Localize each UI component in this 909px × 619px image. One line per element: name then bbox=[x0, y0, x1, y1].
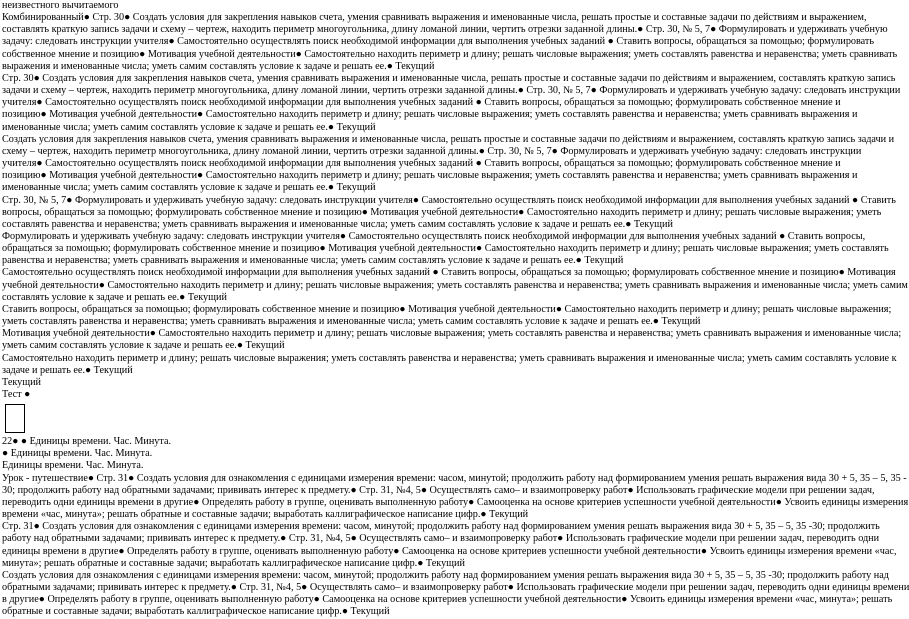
text-line: задачу: следовать инструкции учителя● Самостоятельно осуществлять поиск необходимой информации для выполнения учебных заданий ● Ставить вопросы, обращаться за помощью; формулировать bbox=[2, 36, 875, 48]
text-block-bottom bbox=[2, 436, 909, 618]
text-line: Единицы времени. Час. Минута. bbox=[2, 460, 144, 472]
text-line: Создать условия для ознакомления с единицами измерения времени: часом, минутой; продолжить работу над формированием умения решать выражения вида 30 + 5, 35 – 5, 35 -30; продолжить работу над bbox=[2, 569, 889, 581]
text-line: ● Единицы времени. Час. Минута. bbox=[2, 448, 153, 460]
text-line: Самостоятельно находить периметр и длину; решать числовые выражения; уметь составлять равенства и неравенства; уметь сравнивать выражения и именованные числа; уметь самим составлять условие к bbox=[2, 352, 897, 364]
text-line: равенства и неравенства; уметь сравнивать выражения и именованные числа; уметь самим составлять условие к задаче и решать ее.● Текущий bbox=[2, 255, 624, 267]
text-line: Создать условия для закрепления навыков счета, умения сравнивать выражения и именованные числа, решать простые и составные задачи по действиям и выражением, составлять краткую запись задачи и bbox=[2, 133, 895, 145]
text-line: задаче и решать ее.● Текущий bbox=[2, 364, 133, 376]
text-line: Стр. 31● Создать условия для ознакомления с единицами измерения времени: часом, минутой; продолжить работу над формированием умения решать выражения вида 30 + 5, 35 – 5, 35 -30; продолжить bbox=[2, 521, 880, 533]
text-line: учителя● Самостоятельно осуществлять поиск необходимой информации для выполнения учебных заданий ● Ставить вопросы, обращаться за помощью; формулировать собственное мнение и bbox=[2, 97, 841, 109]
document-body bbox=[2, 0, 909, 619]
text-line: Тест ● bbox=[2, 389, 31, 400]
text-line: схему – чертеж, находить периметр многоугольника, длину ломаной линии, чертить отрезки заданной длины.● Стр. 30, № 5, 7● Формулировать и удерживать учебную задачу: следовать инструкции bbox=[2, 145, 862, 157]
text-line: составлять условие к задаче и решать ее.● Текущий bbox=[2, 291, 227, 303]
text-line: вопросы, обращаться за помощью; формулировать собственное мнение и позицию● Мотивация учебной деятельности● Самостоятельно находить периметр и длину; решать числовые выражения; уметь bbox=[2, 206, 882, 218]
text-line: обратные и составные задачи; выработать каллиграфическое написание цифр.● Текущий bbox=[2, 606, 390, 618]
text-line: Комбинированный● Стр. 30● Создать условия для закрепления навыков счета, умения сравнивать выражения и именованные числа, решать простые и составные задачи по действиям и выражением, bbox=[2, 12, 867, 24]
text-line: времени «час, минута»; решать обратные и составные задачи; выработать каллиграфическое написание цифр.● Текущий bbox=[2, 509, 529, 521]
text-line: учебной деятельности● Самостоятельно находить периметр и длину; решать числовые выражения; уметь составлять равенства и неравенства; уметь сравнивать выражения и именованные числа; уметь самим bbox=[2, 279, 908, 291]
text-line: Стр. 30, № 5, 7● Формулировать и удерживать учебную задачу: следовать инструкции учителя● Самостоятельно осуществлять поиск необходимой информации для выполнения учебных заданий ● Ставить bbox=[2, 194, 896, 206]
text-line: работу над обратными задачами; прививать интерес к предмету.● Стр. 31, №4, 5● Осуществлять само– и взаимопроверку работ● Использовать графические модели при решении задач, переводить одни bbox=[2, 533, 880, 545]
text-line: учителя● Самостоятельно осуществлять поиск необходимой информации для выполнения учебных заданий ● Ставить вопросы, обращаться за помощью; формулировать собственное мнение и bbox=[2, 158, 841, 170]
text-line: позицию● Мотивация учебной деятельности● Самостоятельно находить периметр и длину; решать числовые выражения; уметь составлять равенства и неравенства; уметь сравнивать выражения и bbox=[2, 170, 858, 182]
text-line: обращаться за помощью; формулировать собственное мнение и позицию● Мотивация учебной деятельности● Самостоятельно находить периметр и длину; решать числовые выражения; уметь составлять bbox=[2, 243, 889, 255]
text-line: единицы времени в другие● Определять работу в группе, оценивать выполненную работу● Самооценка на основе критериев успешности учебной деятельности● Усвоить единицы измерения времени «час, bbox=[2, 545, 897, 557]
text-line: составлять краткую запись задачи и схему – чертеж, находить периметр многоугольника, длину ломаной линии, чертить отрезки заданной длины.● Стр. 30, № 5, 7● Формулировать и удерживать учебную bbox=[2, 24, 888, 36]
text-line: Урок - путешествие● Стр. 31● Создать условия для ознакомления с единицами измерения времени: часом, минутой; продолжить работу над формированием умения решать выражения вида 30 + 5, 35 – 5, 35 - bbox=[2, 472, 907, 484]
text-line: выражения и именованные числа; уметь самим составлять условие к задаче и решать ее.● Текущий bbox=[2, 60, 435, 72]
text-line: задачи и схему – чертеж, находить периметр многоугольника, длину ломаной линии, чертить отрезки заданной длины.● Стр. 30, № 5, 7● Формулировать и удерживать учебную задачу: следовать инструкции bbox=[2, 85, 901, 97]
text-block-top bbox=[2, 0, 908, 401]
text-line: именованные числа; уметь самим составлять условие к задаче и решать ее.● Текущий bbox=[2, 121, 376, 133]
text-line: Самостоятельно осуществлять поиск необходимой информации для выполнения учебных заданий ● Ставить вопросы, обращаться за помощью; формулировать собственное мнение и позицию● Мотивация bbox=[2, 267, 896, 279]
text-line: уметь составлять равенства и неравенства; уметь сравнивать выражения и именованные числа; уметь самим составлять условие к задаче и решать ее.● Текущий bbox=[2, 316, 701, 328]
text-line: позицию● Мотивация учебной деятельности● Самостоятельно находить периметр и длину; решать числовые выражения; уметь составлять равенства и неравенства; уметь сравнивать выражения и bbox=[2, 109, 858, 121]
text-line: минута»; решать обратные и составные задачи; выработать каллиграфическое написание цифр.● Текущий bbox=[2, 557, 465, 569]
text-line: именованные числа; уметь самим составлять условие к задаче и решать ее.● Текущий bbox=[2, 182, 376, 194]
text-line: Текущий bbox=[2, 376, 42, 388]
text-line: 22● ● Единицы времени. Час. Минута. bbox=[2, 436, 172, 448]
empty-table-cell bbox=[5, 404, 25, 433]
text-line: 30; продолжить работу над обратными задачами; прививать интерес к предмету.● Стр. 31, №4, 5● Осуществлять само– и взаимопроверку работ● Использовать графические модели при решении задач, bbox=[2, 484, 875, 496]
text-line: Формулировать и удерживать учебную задачу: следовать инструкции учителя● Самостоятельно осуществлять поиск необходимой информации для выполнения учебных заданий ● Ставить вопросы, bbox=[2, 230, 866, 242]
text-line: в другие● Определять работу в группе, оценивать выполненную работу● Самооценка на основе критериев успешности учебной деятельности● Усвоить единицы измерения времени «час, минута»; решать bbox=[2, 594, 893, 606]
text-line: уметь самим составлять условие к задаче и решать ее.● Текущий bbox=[2, 340, 285, 352]
text-line: Ставить вопросы, обращаться за помощью; формулировать собственное мнение и позицию● Мотивация учебной деятельности● Самостоятельно находить периметр и длину; решать числовые выражения; bbox=[2, 303, 892, 315]
text-line: Мотивация учебной деятельности● Самостоятельно находить периметр и длину; решать числовые выражения; уметь составлять равенства и неравенства; уметь сравнивать выражения и именованные числа; bbox=[2, 328, 902, 340]
text-line: переводить одни единицы времени в другие● Определять работу в группе, оценивать выполненную работу● Самооценка на основе критериев успешности учебной деятельности● Усвоить единицы измерения bbox=[2, 496, 909, 508]
text-line: Стр. 30● Создать условия для закрепления навыков счета, умения сравнивать выражения и именованные числа, решать простые и составные задачи по действиям и выражением, составлять краткую запись bbox=[2, 72, 896, 84]
text-line: неизвестного вычитаемого bbox=[2, 0, 119, 11]
text-line: обратными задачами; прививать интерес к предмету.● Стр. 31, №4, 5● Осуществлять само– и взаимопроверку работ● Использовать графические модели при решении задач, переводить одни единицы времени bbox=[2, 582, 909, 594]
text-line: собственное мнение и позицию● Мотивация учебной деятельности● Самостоятельно находить периметр и длину; решать числовые выражения; уметь составлять равенства и неравенства; уметь сравнивать bbox=[2, 48, 898, 60]
text-line: составлять равенства и неравенства; уметь сравнивать выражения и именованные числа; уметь самим составлять условие к задаче и решать ее.● Текущий bbox=[2, 218, 673, 230]
